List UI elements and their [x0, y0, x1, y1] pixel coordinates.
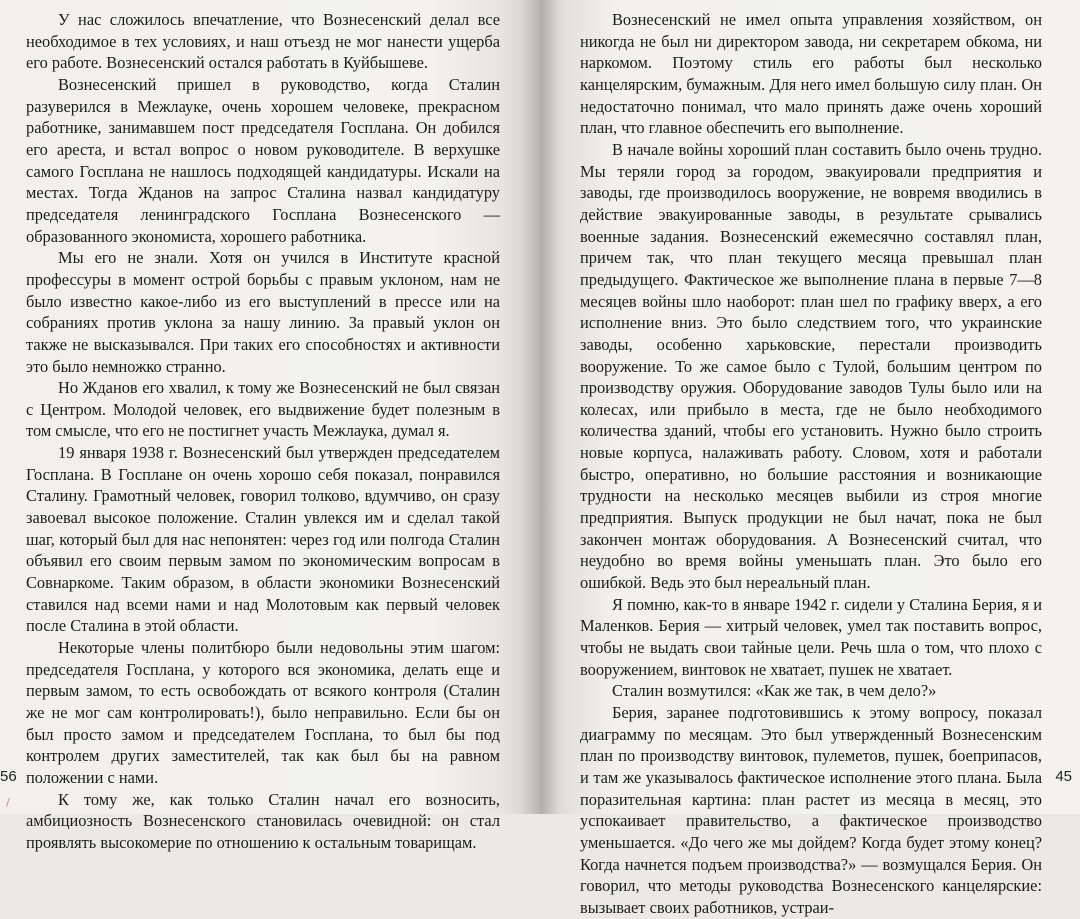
- left-page-text: [26, 9, 500, 854]
- book-gutter-shadow: [522, 0, 558, 814]
- paragraph: Но Жданов его хвалил, к тому же Вознесенский не был связан с Центром. Молодой человек, его выдвижение будет полезным в том смысле, что его не постигнет участь Межлаука, думал я.: [26, 378, 500, 441]
- paragraph: 19 января 1938 г. Вознесенский был утвержден председателем Госплана. В Госплане он очень хорошо себя показал, понравился Сталину. Грамотный человек, говорил толково, вдумчиво, он сразу завоевал высокое положение. Сталин увлекся им и сделал такой шаг, который был для нас непонятен: через год или полгода Сталин объявил его своим первым замом по экономическим вопросам в Совнаркоме. Таким образом, в области экономики Вознесенский ставился над всеми нами и над Молотовым как первый человек после Сталина в этой области.: [26, 443, 500, 636]
- paragraph: К тому же, как только Сталин начал его возносить, амбициозность Вознесенского становилась очевидной: он стал проявлять высокомерие по отношению к остальным товарищам.: [26, 789, 500, 852]
- right-page-text: [580, 9, 1042, 919]
- paragraph: Мы его не знали. Хотя он учился в Институте красной профессуры в момент острой борьбы с правым уклоном, нам не было известно какое-либо из его выступлений в прессе или на собраниях против уклона за нашу линию. За правый уклон он также не высказывался. При таких его способностях и активности это было немножко странно.: [26, 248, 500, 376]
- paragraph: У нас сложилось впечатление, что Вознесенский делал все необходимое в тех условиях, и наш отъезд не мог нанести ущерба его работе. Вознесенский остался работать в Куйбышеве.: [26, 10, 500, 73]
- paragraph: В начале войны хороший план составить было очень трудно. Мы теряли город за городом, эвакуировали предприятия и заводы, где производилось вооружение, не вовремя вводились в действие эвакуированные заводы, в результате срывались военные задания. Вознесенский ежемесячно составлял план, причем так, что план текущего месяца превышал план предыдущего. Фактическое же выполнение плана в первые 7—8 месяцев войны шло наоборот: план шел по графику вверх, а его исполнение вниз. Это было следствием того, что украинские заводы, особенно харьковские, перестали производить вооружение. То же самое было с Тулой, большим центром по производству оружия. Оборудование заводов Тулы было или на колесах, или прибыло в места, где не было необходимого количества зданий, чтобы его установить. Нужно было строить новые корпуса, налаживать работу. Словом, хотя и работали быстро, оперативно, но большие расстояния и возникающие трудности на несколько месяцев выбили из строя многие предприятия. Выпуск продукции не был начат, пока не был закончен монтаж оборудования. А Вознесенский считал, что неудобно во время войны уменьшать план. Это было его ошибкой. Ведь это был нереальный план.: [580, 139, 1042, 593]
- edge-mark-icon: /: [6, 796, 10, 809]
- paragraph: Вознесенский пришел в руководство, когда Сталин разуверился в Межлауке, очень хорошем человеке, прекрасном работнике, занимавшем пост председателя Госплана. Он добился его ареста, и встал вопрос о новом руководителе. В верхушке самого Госплана не нашлось подходящей кандидатуры. Искали на местах. Тогда Жданов на запрос Сталина назвал кандидатуру председателя ленинградского Госплана Вознесенского — образованного экономиста, хорошего работника.: [26, 74, 500, 246]
- paragraph: Берия, заранее подготовившись к этому вопросу, показал диаграмму по месяцам. Это был утвержденный Вознесенским план по производству винтовок, пулеметов, пушек, боеприпасов, и там же указывалось фактическое исполнение этого плана. Была поразительная картина: план растет из месяца в месяц, это успокаивает правительство, а фактическое производство уменьшается. «До чего же мы дойдем? Когда будет этому конец? Когда начнется подъем производства?» — возмущался Берия. Он говорил, что методы руководства Вознесенского канцелярские: вызывает своих работников, устраи-: [580, 703, 1042, 917]
- left-page: [0, 0, 540, 852]
- right-page: [540, 0, 1080, 917]
- paragraph: Некоторые члены политбюро были недовольны этим шагом: председателя Госплана, у которого вся экономика, делать еще и первым замом, то есть освобождать от всякого контроля (Сталин же не мог сам контролировать!), было неправильно. Если бы он был просто замом и председателем Госплана, то был бы под контролем других заместителей, так как был бы на равном положении с нами.: [26, 638, 500, 787]
- page-number: 56: [0, 768, 17, 785]
- paragraph: Вознесенский не имел опыта управления хозяйством, он никогда не был ни директором завода, ни секретарем обкома, ни наркомом. Поэтому стиль его работы был несколько канцелярским, бумажным. Для него имел большую силу план. Он недостаточно понимал, что мало принять даже очень хороший план, что главное обеспечить его выполнение.: [580, 10, 1042, 138]
- page-number: 45: [1055, 768, 1072, 785]
- paragraph: Сталин возмутился: «Как же так, в чем дело?»: [612, 681, 937, 701]
- paragraph: Я помню, как-то в январе 1942 г. сидели у Сталина Берия, я и Маленков. Берия — хитрый человек, умел так поставить вопрос, чтобы не выдать свои тайные цели. Речь шла о том, что плохо с вооружением, винтовок не хватает, пушек не хватает.: [580, 594, 1042, 679]
